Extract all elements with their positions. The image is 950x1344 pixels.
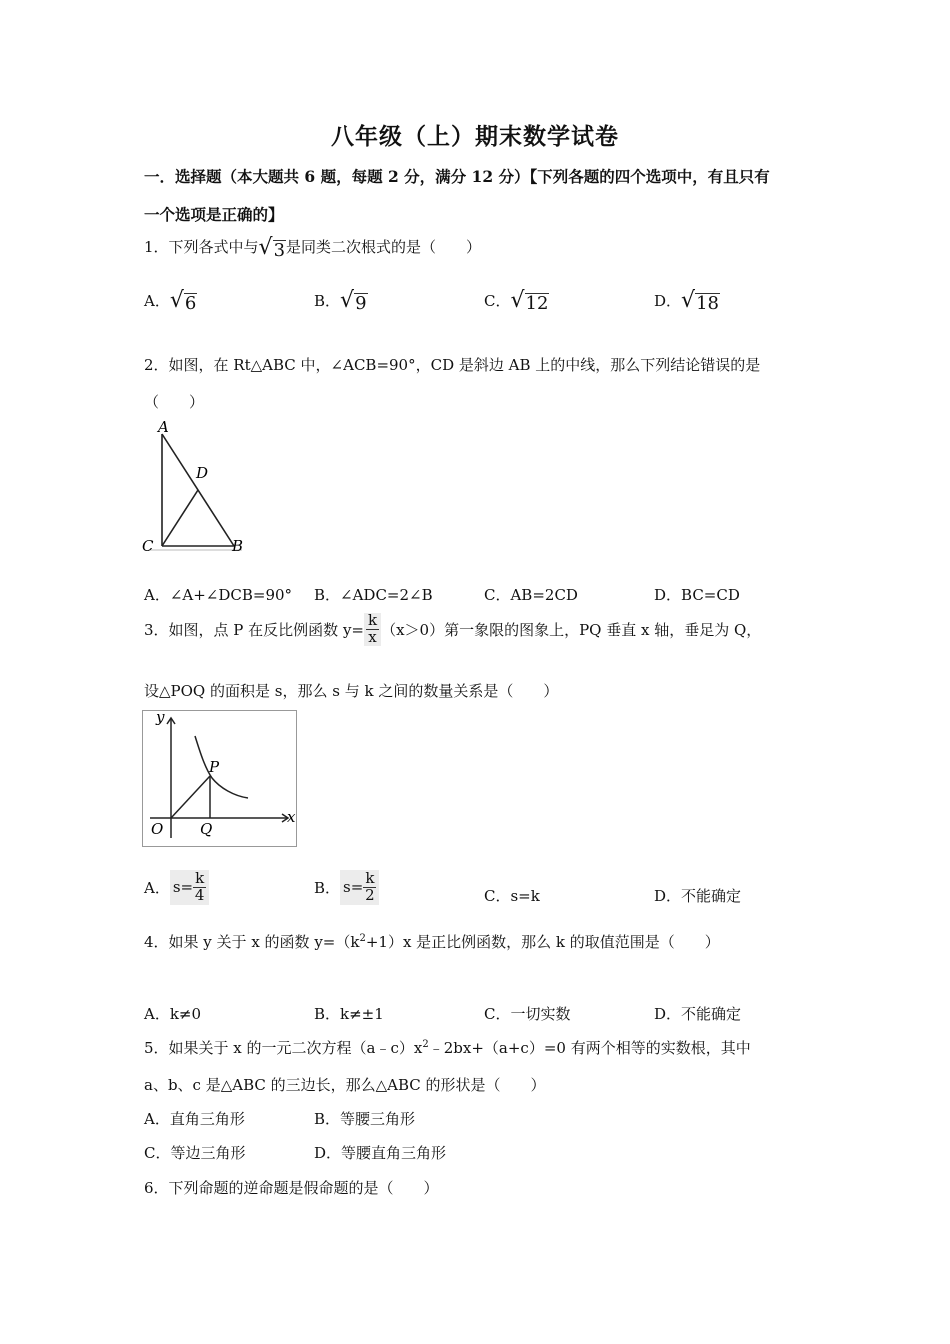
q3-option-d[interactable]: D．不能确定 xyxy=(654,887,742,905)
question-2-line1: 2．如图，在 Rt△ABC 中，∠ACB=90°，CD 是斜边 AB 上的中线，那么下列结论错误的是 xyxy=(144,356,761,374)
question-3-line1: 3．如图，点 P 在反比例函数 y= $\frac{k}{x}$ （x＞0）第一象限的图象上，PQ 垂直 x 轴，垂足为 Q， xyxy=(144,611,762,646)
q2-option-d[interactable]: D．BC=CD xyxy=(654,586,740,604)
question-2-line2: （ ） xyxy=(144,393,205,411)
q3-option-b[interactable]: B． s= $\frac{k}{2}$ xyxy=(314,870,379,905)
q1-option-d[interactable]: D． √ 18 xyxy=(654,288,719,314)
label-y: y xyxy=(156,710,165,726)
q4-option-b[interactable]: B．k≠±1 xyxy=(314,1005,384,1023)
q5-option-b[interactable]: B．等腰三角形 xyxy=(314,1110,416,1128)
label-p: P xyxy=(209,758,220,776)
q4-option-c[interactable]: C．一切实数 xyxy=(484,1005,571,1023)
sqrt-expression: √ 9 xyxy=(340,288,367,314)
question-1 xyxy=(144,236,481,260)
fraction-box: s= $\frac{k}{2}$ xyxy=(340,870,379,905)
question-5-line1: 5．如果关于 x 的一元二次方程$(a﹣c)x^2﹣2bx+(a+c)=0$ 有两个相等的实数根，其中 xyxy=(144,1039,751,1057)
sqrt-expression: √ 3 xyxy=(258,235,286,261)
sqrt-expression: √ 6 xyxy=(169,288,197,314)
page-title: 八年级（上）期末数学试卷 xyxy=(331,123,619,150)
function-graph-figure xyxy=(142,710,298,848)
question-3-line2: 设△POQ 的面积是 s，那么 s 与 k 之间的数量关系是（ ） xyxy=(144,682,559,700)
q5-option-c[interactable]: C．等边三角形 xyxy=(144,1144,246,1162)
label-c: C xyxy=(142,537,154,555)
q1-option-a[interactable]: A． √ 6 xyxy=(144,288,197,314)
section-header-line1: 一．选择题（本大题共 6 题，每题 2 分，满分 12 分）【下列各题的四个选项中，有且只有 xyxy=(144,167,770,186)
figure-frame xyxy=(143,711,297,847)
label-a: A xyxy=(158,418,169,436)
label-x: x xyxy=(287,808,296,826)
q3-option-a[interactable]: A． s= $\frac{k}{4}$ xyxy=(144,870,209,905)
label-d: D xyxy=(196,464,209,482)
fraction-box: s= $\frac{k}{4}$ xyxy=(170,870,209,905)
q2-option-a[interactable]: A．∠A+∠DCB=90° xyxy=(144,586,293,604)
section-header-line2: 一个选项是正确的】 xyxy=(144,205,284,224)
q1-option-b[interactable]: B． √ 9 xyxy=(314,288,367,314)
question-6: 6．下列命题的逆命题是假命题的是（ ） xyxy=(144,1179,439,1197)
q4-option-d[interactable]: D．不能确定 xyxy=(654,1005,742,1023)
q5-option-a[interactable]: A．直角三角形 xyxy=(144,1110,245,1128)
triangle-figure xyxy=(140,418,250,558)
q4-option-a[interactable]: A．k≠0 xyxy=(144,1005,202,1023)
question-1-suffix: 是同类二次根式的是（ ） xyxy=(286,238,482,256)
q5-option-d[interactable]: D．等腰直角三角形 xyxy=(314,1144,447,1162)
label-o: O xyxy=(151,820,164,838)
q2-option-b[interactable]: B．∠ADC=2∠B xyxy=(314,586,433,604)
sqrt-expression: √ 12 xyxy=(510,288,549,314)
question-5-line2: a、b、c 是△ABC 的三边长，那么△ABC 的形状是（ ） xyxy=(144,1076,546,1094)
q1-option-c[interactable]: C． √ 12 xyxy=(484,288,549,314)
sqrt-expression: √ 18 xyxy=(681,288,719,314)
question-1-prefix: 1．下列各式中与 xyxy=(144,238,259,256)
q2-option-c[interactable]: C．AB=2CD xyxy=(484,586,578,604)
question-4: 4．如果 y 关于 x 的函数 $y=(k^2+1)x$ 是正比例函数，那么 k 的取值范围是（ ） xyxy=(144,933,720,951)
q3-option-c[interactable]: C．s=k xyxy=(484,887,540,905)
fraction-k-over-x: $\frac{k}{x}$ xyxy=(364,613,381,646)
label-q: Q xyxy=(200,820,213,838)
label-b: B xyxy=(232,537,244,555)
